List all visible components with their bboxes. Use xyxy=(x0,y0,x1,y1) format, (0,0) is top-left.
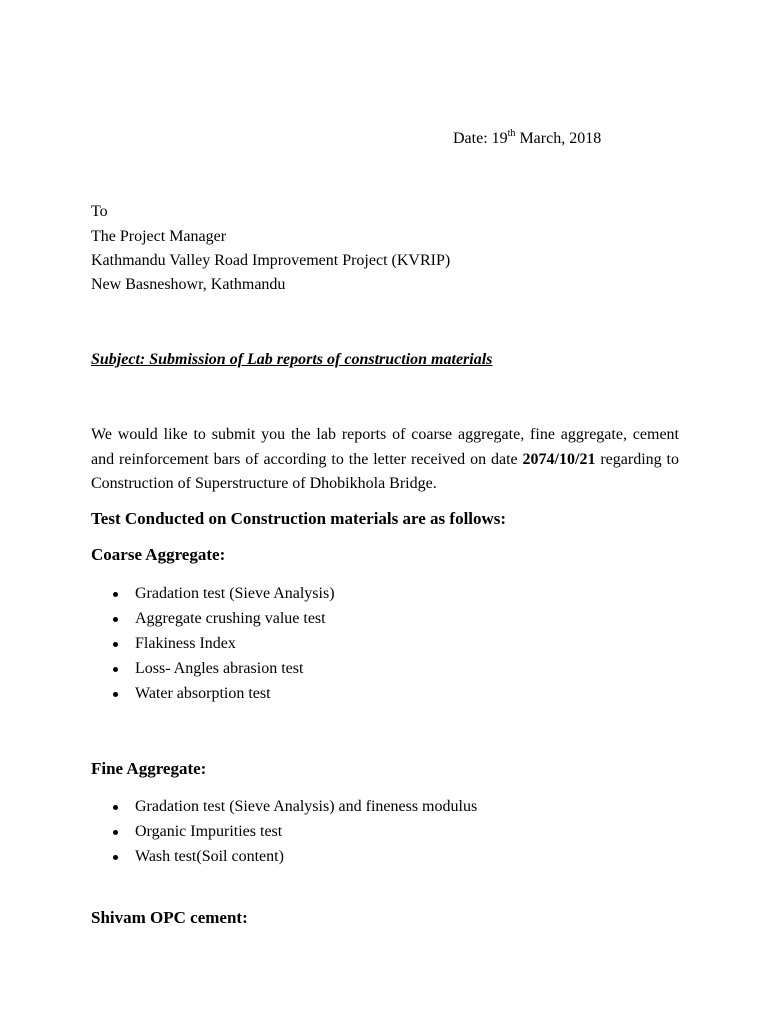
bullet-icon xyxy=(113,642,118,647)
recipient-address: New Basneshowr, Kathmandu xyxy=(91,276,286,293)
list-item-text: Gradation test (Sieve Analysis) and fineness modulus xyxy=(135,798,478,815)
date-suffix: March, 2018 xyxy=(515,130,602,147)
recipient-organization: Kathmandu Valley Road Improvement Project (KVRIP) xyxy=(91,252,451,269)
bullet-icon xyxy=(113,592,118,597)
coarse-aggregate-heading: Coarse Aggregate: xyxy=(91,545,226,564)
list-item-text: Flakiness Index xyxy=(135,635,236,652)
list-item-text: Water absorption test xyxy=(135,685,271,702)
recipient-title: The Project Manager xyxy=(91,228,227,245)
body-paragraph xyxy=(91,423,679,497)
tests-heading: Test Conducted on Construction materials are as follows: xyxy=(91,509,507,528)
list-item xyxy=(91,823,477,848)
salutation-to: To xyxy=(91,203,108,220)
body-reference-date: 2074/10/21 xyxy=(522,450,596,468)
body-text-part2: regarding to Construction of Superstructure of Dhobikhola Bridge. xyxy=(91,450,679,492)
date-line xyxy=(453,130,601,148)
list-item xyxy=(91,610,335,635)
coarse-aggregate-list xyxy=(91,585,335,710)
date-prefix: Date: 19 xyxy=(453,130,508,147)
fine-aggregate-list xyxy=(91,798,477,873)
bullet-icon xyxy=(113,617,118,622)
cement-heading: Shivam OPC cement: xyxy=(91,908,248,927)
list-item-text: Aggregate crushing value test xyxy=(135,610,326,627)
list-item xyxy=(91,585,335,610)
list-item xyxy=(91,660,335,685)
bullet-icon xyxy=(113,855,118,860)
list-item-text: Gradation test (Sieve Analysis) xyxy=(135,585,335,602)
list-item-text: Wash test(Soil content) xyxy=(135,848,284,865)
bullet-icon xyxy=(113,830,118,835)
bullet-icon xyxy=(113,692,118,697)
bullet-icon xyxy=(113,805,118,810)
date-superscript: th xyxy=(507,128,516,139)
subject-line: Subject: Submission of Lab reports of construction materials xyxy=(91,351,493,368)
list-item-text: Organic Impurities test xyxy=(135,823,283,840)
list-item-text: Loss- Angles abrasion test xyxy=(135,660,304,677)
fine-aggregate-heading: Fine Aggregate: xyxy=(91,759,207,778)
list-item xyxy=(91,848,477,873)
list-item xyxy=(91,635,335,660)
body-text-part1: We would like to submit you the lab reports of coarse aggregate, fine aggregate, cement and reinforcement bars of according to the letter received on date xyxy=(91,426,679,468)
list-item xyxy=(91,798,477,823)
list-item xyxy=(91,685,335,710)
bullet-icon xyxy=(113,667,118,672)
